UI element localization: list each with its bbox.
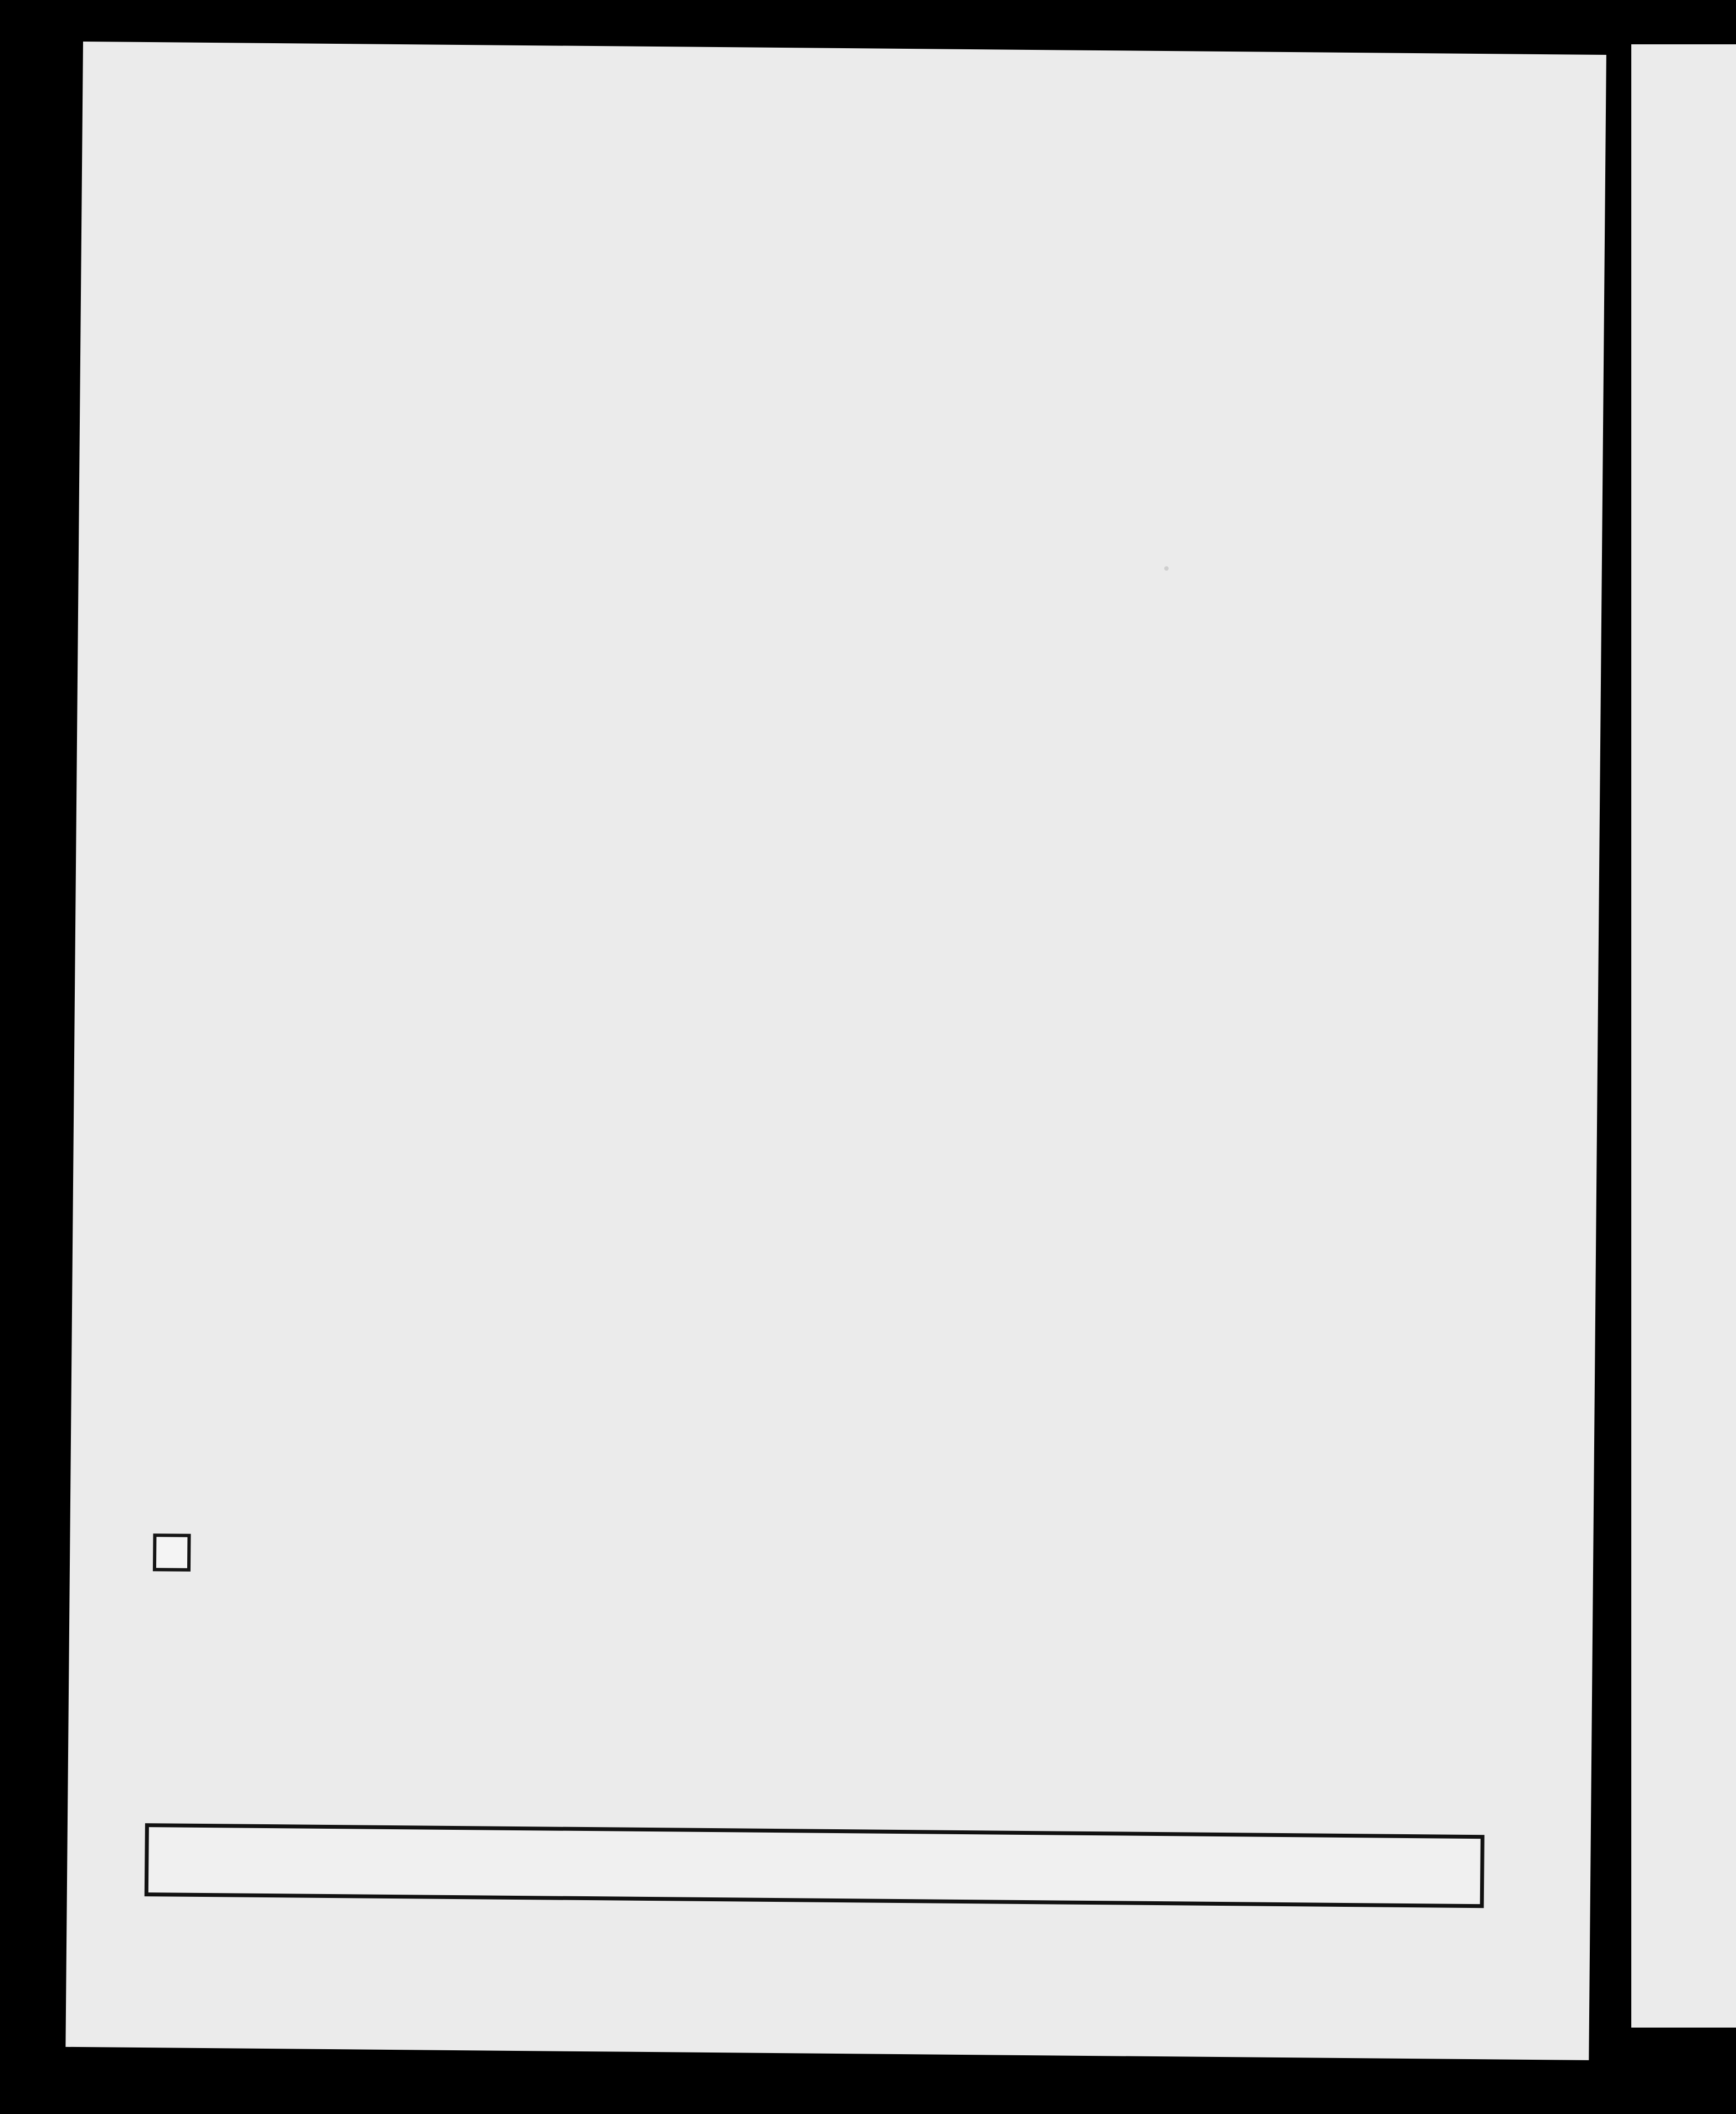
left-checklist [83,42,1606,55]
adjacent-page-fragment [1631,44,1736,2028]
reduction-ratio-bar [145,1823,1485,1908]
intro-english [167,225,838,231]
checkbox[interactable] [153,1533,191,1572]
comments-label [215,1530,232,1557]
right-checklist [83,42,1606,55]
intro-french [910,245,1630,252]
speck [1164,566,1169,571]
ratio-labels-top [83,42,1606,55]
comments-label-fr-row [215,1530,232,1557]
document-page [65,42,1606,2060]
ratio-labels-bottom [83,42,1606,55]
